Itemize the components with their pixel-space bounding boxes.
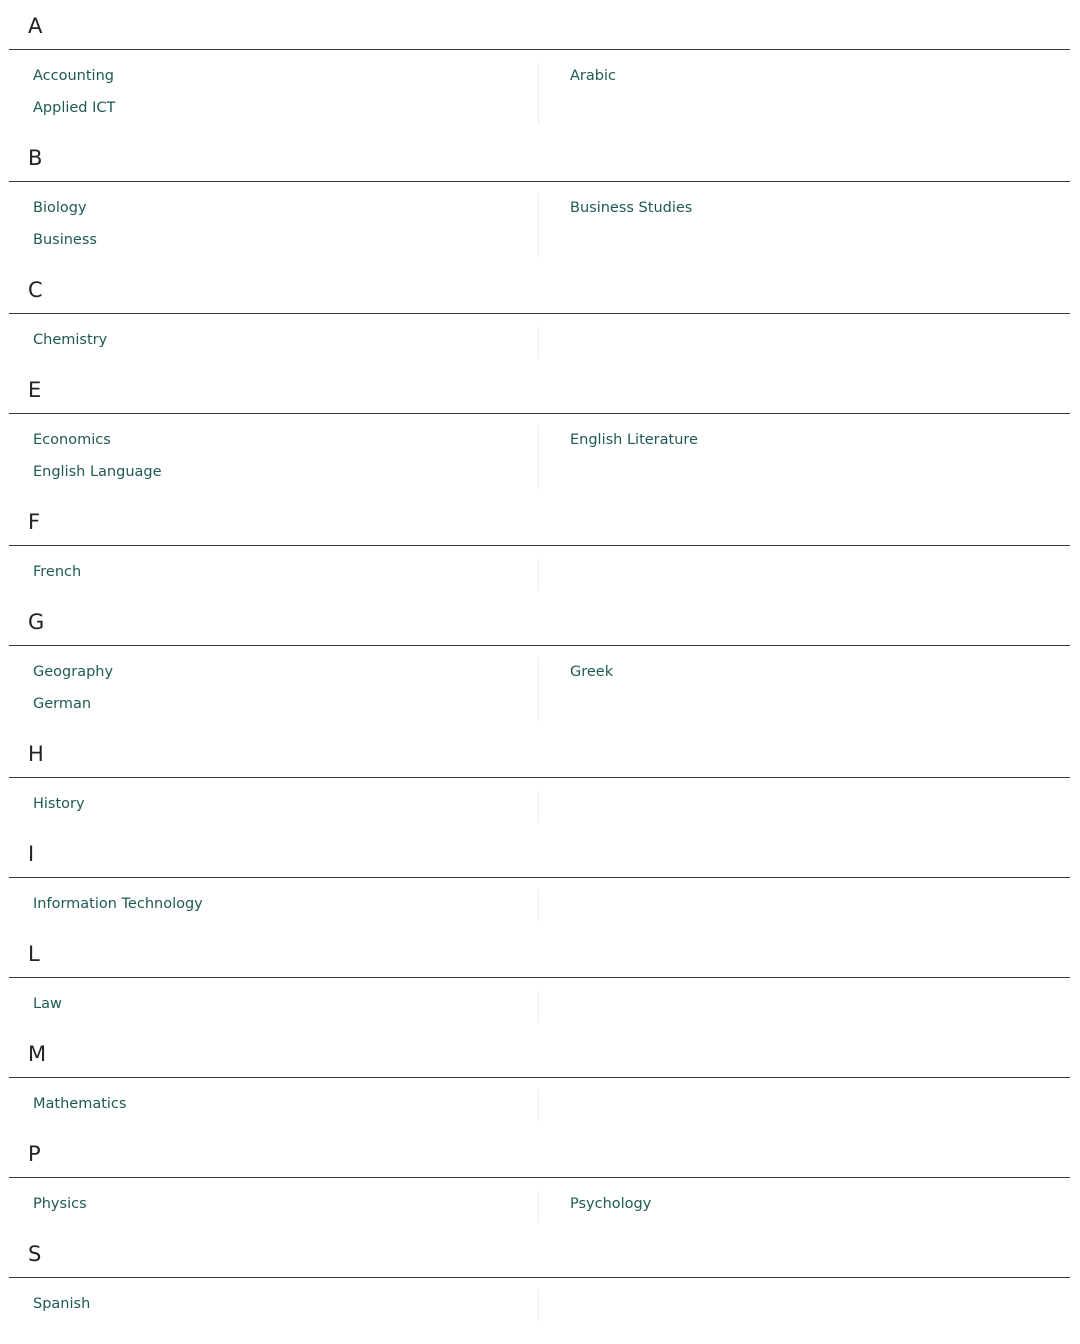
list-item — [33, 461, 162, 483]
list-item — [33, 661, 113, 683]
column-divider — [538, 1190, 539, 1222]
list-item — [570, 197, 692, 219]
subject-link-french[interactable]: French — [33, 564, 82, 580]
column-divider — [538, 658, 539, 721]
list-item — [570, 65, 616, 87]
list-item — [33, 1193, 87, 1215]
column-divider — [538, 558, 539, 590]
list-item — [33, 329, 107, 351]
letter-heading: E — [28, 378, 42, 402]
list-item — [33, 197, 87, 219]
list-item — [33, 1093, 126, 1115]
letter-heading: L — [28, 942, 40, 966]
column-divider — [538, 426, 539, 489]
list-item — [33, 993, 62, 1015]
column-divider — [538, 194, 539, 257]
letter-heading: S — [28, 1242, 42, 1266]
subject-link-business[interactable]: Business — [33, 231, 97, 248]
subject-link-english-language[interactable]: English Language — [33, 463, 162, 480]
subject-link-arabic[interactable]: Arabic — [570, 68, 616, 84]
section-divider — [9, 977, 1070, 978]
column-divider — [538, 990, 539, 1022]
column-divider — [538, 1090, 539, 1122]
list-item — [570, 661, 613, 683]
subject-link-history[interactable]: History — [33, 796, 85, 812]
subject-link-spanish[interactable]: Spanish — [33, 1296, 91, 1312]
section-divider — [9, 313, 1070, 314]
list-item — [33, 1293, 90, 1315]
subject-link-accounting[interactable]: Accounting — [33, 68, 114, 84]
subject-link-information-technology[interactable]: Information Technology — [33, 896, 203, 912]
list-item — [33, 561, 81, 583]
list-item — [33, 65, 114, 87]
section-divider — [9, 777, 1070, 778]
column-divider — [538, 326, 539, 358]
letter-heading: M — [28, 1042, 47, 1066]
subject-link-biology[interactable]: Biology — [33, 200, 87, 216]
subject-link-economics[interactable]: Economics — [33, 432, 111, 448]
subject-link-physics[interactable]: Physics — [33, 1196, 87, 1212]
list-item — [570, 1193, 651, 1215]
subject-link-geography[interactable]: Geography — [33, 664, 114, 680]
list-item — [33, 229, 97, 251]
column-divider — [538, 890, 539, 922]
list-item — [33, 97, 115, 119]
column-divider — [538, 1290, 539, 1322]
section-divider — [9, 877, 1070, 878]
subject-link-english-literature[interactable]: English Literature — [570, 432, 698, 448]
letter-heading: A — [28, 14, 43, 38]
letter-heading: C — [28, 278, 43, 302]
list-item — [33, 429, 111, 451]
section-divider — [9, 645, 1070, 646]
letter-heading: P — [28, 1142, 41, 1166]
subject-link-law[interactable]: Law — [33, 996, 62, 1012]
subject-link-business-studies[interactable]: Business Studies — [570, 200, 693, 216]
subject-link-applied-ict[interactable]: Applied ICT — [33, 99, 116, 116]
section-divider — [9, 1177, 1070, 1178]
section-divider — [9, 1077, 1070, 1078]
subject-link-german[interactable]: German — [33, 695, 92, 712]
subject-link-psychology[interactable]: Psychology — [570, 1196, 652, 1212]
subject-link-chemistry[interactable]: Chemistry — [33, 332, 108, 348]
letter-heading: I — [28, 842, 35, 866]
section-divider — [9, 181, 1070, 182]
letter-heading: G — [28, 610, 45, 634]
subject-link-greek[interactable]: Greek — [570, 664, 614, 680]
list-item — [33, 893, 203, 915]
list-item — [33, 793, 85, 815]
list-item — [33, 693, 91, 715]
section-divider — [9, 49, 1070, 50]
section-divider — [9, 413, 1070, 414]
letter-heading: B — [28, 146, 43, 170]
subject-link-mathematics[interactable]: Mathematics — [33, 1096, 127, 1112]
section-divider — [9, 1277, 1070, 1278]
letter-heading: F — [28, 510, 41, 534]
column-divider — [538, 790, 539, 822]
list-item — [570, 429, 698, 451]
letter-heading: H — [28, 742, 44, 766]
column-divider — [538, 62, 539, 125]
section-divider — [9, 545, 1070, 546]
